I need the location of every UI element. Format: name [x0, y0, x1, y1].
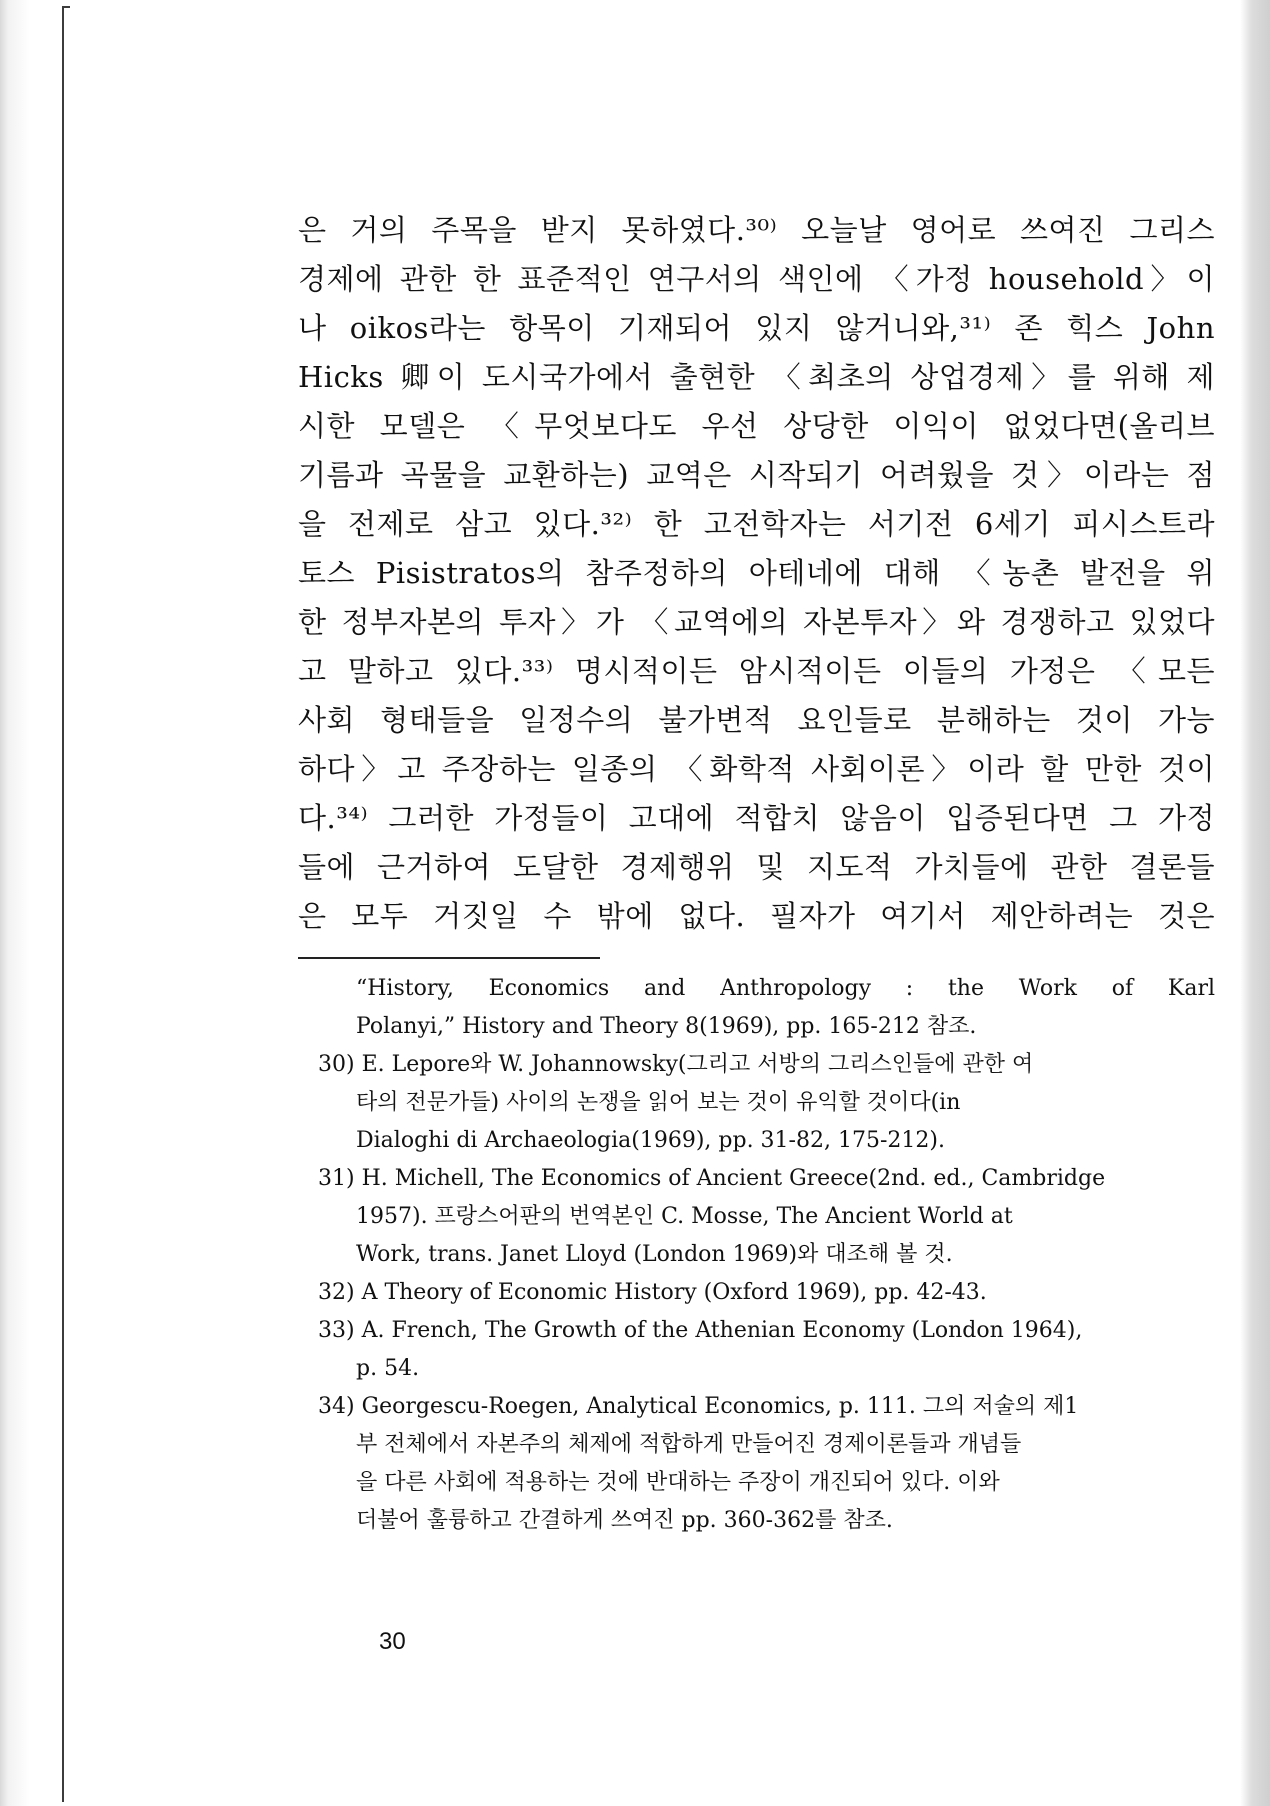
- body-line: 토스 Pisistratos의 참주정하의 아테네에 대해 〈농촌 발전을 위: [298, 556, 1215, 590]
- body-line: 을 전제로 삼고 있다.³²⁾ 한 고전학자는 서기전 6세기 피시스트라: [298, 507, 1215, 541]
- body-line: 은 거의 주목을 받지 못하였다.³⁰⁾ 오늘날 영어로 쓰여진 그리스: [298, 213, 1215, 247]
- document-page: [64, 0, 1240, 1806]
- page-left-edge-shadow: [0, 0, 70, 1806]
- body-line: 사회 형태들을 일정수의 불가변적 요인들로 분해하는 것이 가능: [298, 703, 1215, 737]
- body-line: 들에 근거하여 도달한 경제행위 및 지도적 가치들에 관한 결론들: [298, 850, 1215, 884]
- page-right-edge-shadow: [1240, 0, 1270, 1806]
- body-line: 다.³⁴⁾ 그러한 가정들이 고대에 적합치 않음이 입증된다면 그 가정: [298, 801, 1215, 835]
- body-line: 시한 모델은 〈무엇보다도 우선 상당한 이익이 없었다면(올리브: [298, 409, 1215, 443]
- footnote-line: Work, trans. Janet Lloyd (London 1969)와 대조해 볼 것.: [356, 1242, 953, 1267]
- body-line: 기름과 곡물을 교환하는) 교역은 시작되기 어려웠을 것〉이라는 점: [298, 458, 1215, 492]
- footnote-32: 32) A Theory of Economic History (Oxford 1969), pp. 42-43.: [318, 1280, 987, 1305]
- footnote-line: Polanyi,” History and Theory 8(1969), pp. 165-212 참조.: [356, 1014, 977, 1039]
- body-line: 경제에 관한 한 표준적인 연구서의 색인에 〈가정 household〉이: [298, 262, 1215, 296]
- body-line: Hicks 卿이 도시국가에서 출현한 〈최초의 상업경제〉를 위해 제: [298, 360, 1215, 394]
- page-number: 30: [379, 1628, 406, 1655]
- footnote-line: 부 전체에서 자본주의 체제에 적합하게 만들어진 경제이론들과 개념들: [356, 1432, 1022, 1457]
- body-line: 나 oikos라는 항목이 기재되어 있지 않거니와,³¹⁾ 존 힉스 John: [298, 311, 1215, 345]
- body-line: 한 정부자본의 투자〉가 〈교역에의 자본투자〉와 경쟁하고 있었다: [298, 605, 1215, 639]
- body-line: 고 말하고 있다.³³⁾ 명시적이든 암시적이든 이들의 가정은 〈모든: [298, 654, 1215, 688]
- footnote-line: 타의 전문가들) 사이의 논쟁을 읽어 보는 것이 유익할 것이다(in: [356, 1090, 961, 1115]
- footnote-30: 30) E. Lepore와 W. Johannowsky(그리고 서방의 그리스인들에 관한 여: [318, 1052, 1034, 1077]
- footnote-line: p. 54.: [356, 1356, 420, 1381]
- footnote-34: 34) Georgescu-Roegen, Analytical Economics, p. 111. 그의 저술의 제1: [318, 1394, 1079, 1419]
- body-line: 은 모두 거짓일 수 밖에 없다. 필자가 여기서 제안하려는 것은: [298, 899, 1215, 933]
- footnote-line: Dialoghi di Archaeologia(1969), pp. 31-82, 175-212).: [356, 1128, 945, 1153]
- body-line: 하다〉고 주장하는 일종의 〈화학적 사회이론〉이라 할 만한 것이: [298, 752, 1215, 786]
- footnote-line: “History, Economics and Anthropology : the Work of Karl: [356, 976, 1215, 1001]
- footnote-line: 을 다른 사회에 적용하는 것에 반대하는 주장이 개진되어 있다. 이와: [356, 1470, 1000, 1495]
- footnote-31: 31) H. Michell, The Economics of Ancient Greece(2nd. ed., Cambridge: [318, 1166, 1106, 1191]
- footnote-33: 33) A. French, The Growth of the Athenian Economy (London 1964),: [318, 1318, 1083, 1343]
- footnote-line: 더불어 훌륭하고 간결하게 쓰여진 pp. 360-362를 참조.: [356, 1508, 893, 1533]
- body-text: [298, 206, 1215, 941]
- footnotes: [298, 970, 1215, 1540]
- footnote-line: 1957). 프랑스어판의 번역본인 C. Mosse, The Ancient World at: [356, 1204, 1013, 1229]
- footnote-divider: [298, 957, 600, 959]
